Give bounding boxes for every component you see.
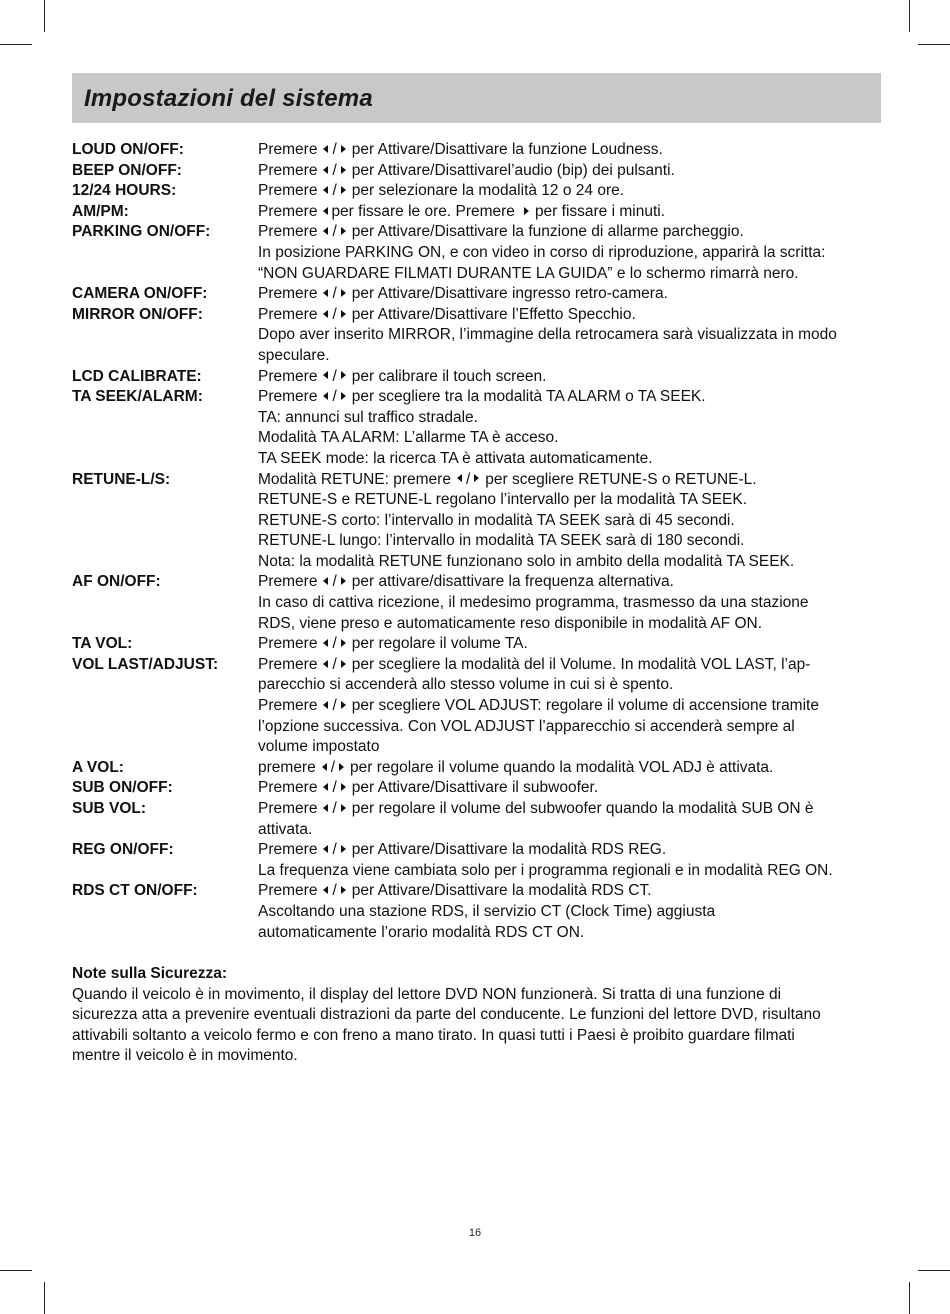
line-text: Premere (258, 697, 318, 715)
line-text: attivata. (258, 820, 313, 838)
setting-row (72, 140, 892, 161)
line-text: per scegliere VOL ADJUST: regolare il volume di accensione tramite (351, 697, 819, 715)
arrow-right-icon (341, 289, 346, 297)
line-text: Modalità TA ALARM: L’allarme TA è acceso. (258, 429, 559, 447)
line-text: l’opzione successiva. Con VOL ADJUST l’apparecchio si accenderà sempre al (258, 717, 795, 735)
setting-key: 12/24 HOURS: (72, 182, 177, 200)
line-text: Dopo aver inserito MIRROR, l’immagine della retrocamera sarà visualizzata in modo (258, 326, 837, 344)
arrow-left-icon (323, 310, 328, 318)
setting-row (72, 161, 892, 182)
line-text: Premere (258, 161, 318, 179)
setting-description (258, 140, 892, 161)
description-line (258, 161, 892, 182)
arrow-right-icon (341, 166, 346, 174)
setting-key: RETUNE-L/S: (72, 470, 171, 488)
setting-key: SUB VOL: (72, 800, 147, 817)
arrow-right-icon (341, 701, 346, 709)
line-text: Premere (258, 305, 318, 323)
description-line (258, 840, 892, 861)
arrow-separator: / (332, 882, 337, 900)
arrow-left-icon (323, 145, 328, 153)
description-line (258, 778, 892, 799)
description-line (258, 737, 892, 758)
setting-description (258, 284, 892, 305)
line-text: “NON GUARDARE FILMATI DURANTE LA GUIDA” e lo schermo rimarrà nero. (258, 264, 799, 282)
description-line (258, 408, 892, 429)
setting-row (72, 222, 892, 284)
arrow-right-icon (341, 639, 346, 647)
line-text: per Attivare/Disattivare l’Effetto Specchio. (351, 305, 636, 323)
setting-key: TA VOL: (72, 635, 133, 653)
description-line (258, 511, 892, 532)
setting-description (258, 655, 892, 758)
setting-key: AM/PM: (72, 202, 129, 220)
crop-mark (0, 1270, 32, 1271)
setting-description (258, 572, 892, 634)
setting-row (72, 572, 892, 634)
safety-note-text: Quando il veicolo è in movimento, il display del lettore DVD NON funzionerà. Si tratta di una funzione di sicurezza atta a prevenire eventuali distrazioni da parte del conducente. Le funzioni del lettore DVD, risultano attivabili soltanto a veicolo fermo e con freno a mano tirato. In quasi tutti i Paesi è proibito guardare filmati mentre il veicolo è in movimento. (72, 985, 821, 1065)
setting-description (258, 305, 892, 367)
arrow-separator: / (332, 161, 337, 179)
section-header (72, 73, 881, 123)
arrow-left-icon (323, 166, 328, 174)
line-text: Premere (258, 779, 318, 797)
setting-row (72, 470, 892, 573)
safety-note (72, 964, 892, 1067)
description-line (258, 346, 892, 367)
safety-note-title: Note sulla Sicurezza: (72, 965, 228, 982)
arrow-separator: / (332, 388, 337, 406)
arrow-separator: / (332, 697, 337, 715)
arrow-left-icon (323, 660, 328, 668)
description-line (258, 490, 892, 511)
description-line (258, 614, 892, 635)
setting-description (258, 222, 892, 284)
setting-row (72, 655, 892, 758)
description-line (258, 758, 892, 779)
arrow-separator: / (332, 800, 337, 817)
arrow-right-icon (341, 804, 346, 812)
description-line (258, 820, 892, 841)
arrow-separator: / (465, 470, 471, 488)
line-text: In caso di cattiva ricezione, il medesimo programma, trasmesso da una stazione (258, 594, 809, 612)
description-line (258, 902, 892, 923)
setting-key: VOL LAST/ADJUST: (72, 655, 219, 673)
crop-mark (909, 1282, 910, 1314)
description-line (258, 367, 892, 388)
line-text: speculare. (258, 346, 330, 364)
description-line (258, 552, 892, 573)
line-text: Premere (258, 800, 318, 817)
line-text: Nota: la modalità RETUNE funzionano solo in ambito della modalità TA SEEK. (258, 552, 795, 570)
description-line (258, 264, 892, 285)
description-line (258, 140, 892, 161)
line-text: Premere (258, 635, 318, 653)
line-text: per scegliere tra la modalità TA ALARM o TA SEEK. (351, 388, 706, 406)
crop-mark (918, 44, 950, 45)
arrow-right-icon (474, 474, 479, 482)
arrow-separator: / (332, 285, 337, 303)
arrow-separator: / (332, 779, 337, 797)
description-line (258, 428, 892, 449)
line-text: per scegliere la modalità del il Volume. In modalità VOL LAST, l’ap- (351, 655, 811, 673)
arrow-right-icon (341, 886, 346, 894)
description-line (258, 675, 892, 696)
arrow-left-icon (323, 886, 328, 894)
line-text: per Attivare/Disattivare il subwoofer. (351, 779, 599, 797)
crop-mark (0, 44, 32, 45)
line-text: RDS, viene preso e automaticamente reso disponibile in modalità AF ON. (258, 614, 762, 632)
line-text: per Attivare/Disattivare la funzione Loudness. (351, 141, 663, 158)
line-text: per Attivare/Disattivare la modalità RDS REG. (351, 841, 667, 859)
line-text: per selezionare la modalità 12 o 24 ore. (351, 182, 625, 200)
arrow-right-icon (524, 207, 529, 215)
line-text: Premere (258, 367, 318, 385)
crop-mark (44, 0, 45, 32)
arrow-separator: / (332, 841, 337, 859)
arrow-right-icon (341, 310, 346, 318)
setting-key: PARKING ON/OFF: (72, 223, 211, 241)
description-line (258, 305, 892, 326)
description-line (258, 325, 892, 346)
setting-row (72, 305, 892, 367)
line-text: Modalità RETUNE: premere (258, 470, 451, 488)
line-text: RETUNE-S corto: l’intervallo in modalità TA SEEK sarà di 45 secondi. (258, 511, 735, 529)
setting-key: LOUD ON/OFF: (72, 141, 184, 158)
page-title: Impostazioni del sistema (84, 85, 373, 112)
setting-row (72, 840, 892, 881)
line-text: per regolare il volume quando la modalità VOL ADJ è attivata. (350, 758, 774, 776)
arrow-separator: / (332, 573, 337, 591)
arrow-right-icon (341, 371, 346, 379)
arrow-left-icon (323, 371, 328, 379)
line-text: per calibrare il touch screen. (351, 367, 547, 385)
setting-key: BEEP ON/OFF: (72, 161, 182, 179)
setting-description (258, 881, 892, 943)
arrow-left-icon (323, 804, 328, 812)
setting-description (258, 778, 892, 799)
arrow-left-icon (323, 783, 328, 791)
line-text: per attivare/disattivare la frequenza alternativa. (351, 573, 674, 591)
line-text: Premere (258, 573, 318, 591)
line-text: per regolare il volume del subwoofer quando la modalità SUB ON è (351, 800, 814, 817)
line-text: Premere (258, 841, 318, 859)
arrow-separator: / (332, 655, 337, 673)
setting-row (72, 367, 892, 388)
arrow-right-icon (341, 660, 346, 668)
setting-row (72, 778, 892, 799)
line-text: parecchio si accenderà allo stesso volume in cui si è spento. (258, 676, 674, 694)
description-line (258, 243, 892, 264)
description-line (258, 696, 892, 717)
setting-description (258, 202, 892, 223)
setting-row (72, 181, 892, 202)
setting-description (258, 758, 892, 779)
setting-row (72, 881, 892, 943)
settings-list (72, 140, 892, 943)
arrow-left-icon (323, 207, 328, 215)
arrow-left-icon (323, 845, 328, 853)
line-text: Premere (258, 388, 318, 406)
arrow-right-icon (341, 845, 346, 853)
setting-description (258, 161, 892, 182)
arrow-right-icon (341, 392, 346, 400)
line-text: Premere (258, 141, 318, 158)
description-line (258, 923, 892, 944)
arrow-left-icon (323, 289, 328, 297)
description-line (258, 449, 892, 470)
setting-description (258, 470, 892, 573)
setting-description (258, 181, 892, 202)
line-text: Ascoltando una stazione RDS, il servizio CT (Clock Time) aggiusta (258, 902, 716, 920)
setting-key: REG ON/OFF: (72, 841, 174, 859)
arrow-separator: / (332, 141, 337, 158)
description-line (258, 181, 892, 202)
arrow-left-icon (323, 186, 328, 194)
crop-mark (44, 1282, 45, 1314)
description-line (258, 202, 892, 223)
description-line (258, 531, 892, 552)
line-text: per scegliere RETUNE-S o RETUNE-L. (485, 470, 757, 488)
line-text: Premere (258, 223, 318, 241)
description-line (258, 593, 892, 614)
setting-description (258, 367, 892, 388)
arrow-left-icon (323, 639, 328, 647)
crop-mark (909, 0, 910, 32)
setting-description (258, 799, 892, 840)
line-text: Premere (258, 285, 318, 303)
line-text: per fissare le ore. Premere (331, 202, 515, 220)
setting-description (258, 840, 892, 881)
arrow-right-icon (341, 577, 346, 585)
line-text: volume impostato (258, 738, 380, 756)
setting-key: RDS CT ON/OFF: (72, 882, 198, 900)
page-number: 16 (468, 1227, 482, 1239)
arrow-separator: / (332, 223, 337, 241)
setting-key: LCD CALIBRATE: (72, 367, 202, 385)
line-text: La frequenza viene cambiata solo per i programma regionali e in modalità REG ON. (258, 861, 833, 879)
line-text: Premere (258, 882, 318, 900)
line-text: TA: annunci sul traffico stradale. (258, 408, 478, 426)
description-line (258, 634, 892, 655)
line-text: per Attivare/Disattivarel’audio (bip) dei pulsanti. (351, 161, 675, 179)
crop-mark (918, 1270, 950, 1271)
description-line (258, 881, 892, 902)
arrow-right-icon (341, 186, 346, 194)
line-text: premere (258, 758, 316, 776)
line-text: per Attivare/Disattivare la funzione di allarme parcheggio. (351, 223, 744, 241)
setting-key: TA SEEK/ALARM: (72, 388, 203, 406)
line-text: Premere (258, 182, 318, 200)
description-line (258, 572, 892, 593)
arrow-right-icon (341, 783, 346, 791)
line-text: RETUNE-S e RETUNE-L regolano l’intervallo per la modalità TA SEEK. (258, 491, 748, 509)
arrow-separator: / (332, 635, 337, 653)
description-line (258, 799, 892, 820)
line-text: automaticamente l’orario modalità RDS CT ON. (258, 923, 585, 941)
setting-row (72, 799, 892, 840)
setting-row (72, 202, 892, 223)
setting-key: SUB ON/OFF: (72, 779, 173, 797)
setting-key: CAMERA ON/OFF: (72, 285, 208, 303)
arrow-separator: / (332, 367, 337, 385)
arrow-separator: / (330, 758, 336, 776)
line-text: Premere (258, 655, 318, 673)
line-text: RETUNE-L lungo: l’intervallo in modalità TA SEEK sarà di 180 secondi. (258, 532, 745, 550)
arrow-left-icon (323, 227, 328, 235)
arrow-separator: / (332, 182, 337, 200)
description-line (258, 222, 892, 243)
description-line (258, 470, 892, 491)
arrow-left-icon (323, 701, 328, 709)
setting-row (72, 758, 892, 779)
arrow-left-icon (323, 577, 328, 585)
description-line (258, 387, 892, 408)
setting-row (72, 634, 892, 655)
line-text: In posizione PARKING ON, e con video in corso di riproduzione, apparirà la scritta: (258, 243, 826, 261)
setting-row (72, 387, 892, 469)
arrow-separator: / (332, 305, 337, 323)
line-text: per Attivare/Disattivare ingresso retro-camera. (351, 285, 668, 303)
setting-key: MIRROR ON/OFF: (72, 305, 203, 323)
arrow-left-icon (322, 763, 327, 771)
setting-description (258, 387, 892, 469)
description-line (258, 717, 892, 738)
arrow-right-icon (341, 145, 346, 153)
line-text: per fissare i minuti. (534, 202, 666, 220)
setting-row (72, 284, 892, 305)
line-text: per Attivare/Disattivare la modalità RDS CT. (351, 882, 652, 900)
arrow-right-icon (339, 763, 344, 771)
description-line (258, 284, 892, 305)
description-line (258, 861, 892, 882)
arrow-left-icon (323, 392, 328, 400)
setting-description (258, 634, 892, 655)
setting-key: A VOL: (72, 758, 124, 776)
arrow-right-icon (341, 227, 346, 235)
line-text: per regolare il volume TA. (351, 635, 528, 653)
description-line (258, 655, 892, 676)
line-text: TA SEEK mode: la ricerca TA è attivata automaticamente. (258, 449, 653, 467)
setting-key: AF ON/OFF: (72, 573, 161, 591)
arrow-left-icon (457, 474, 462, 482)
line-text: Premere (258, 202, 318, 220)
